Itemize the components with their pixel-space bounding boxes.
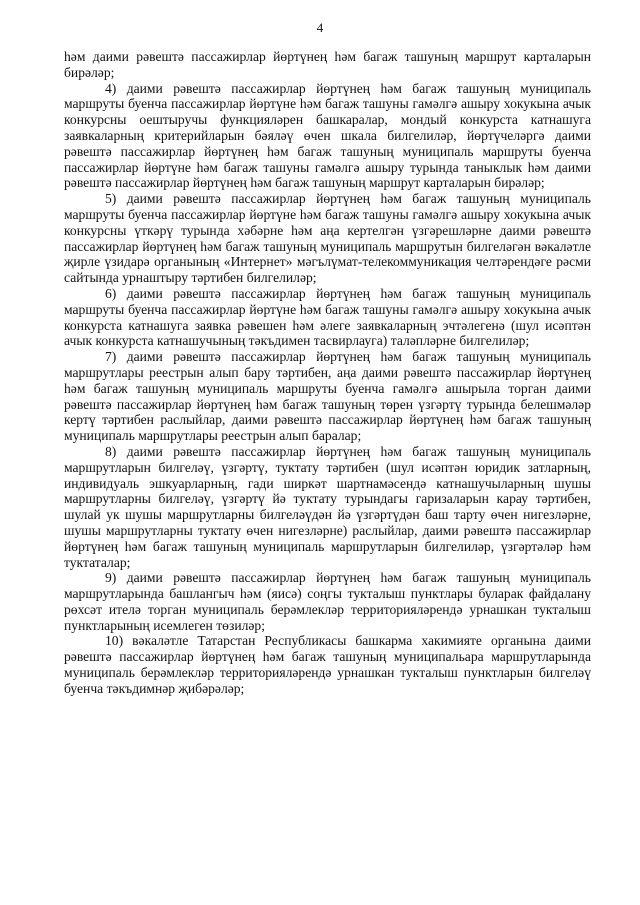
paragraph-item-4: 4) даими рәвештә пассажирлар йөртүнең һәм багаж ташуның муниципаль маршруты буенча пассажирлар йөртүне һәм багаж ташуны гамәлгә ашыру хокукына ачык конкурсны оештыручы функцияләрен башкаралар, мондый конкурста катнашуга заявкаларның критерийларын бәяләү өчен шкала билгелиләр, йөртүчеләргә даими рәвештә пассажирлар йөртүнең һәм багаж ташуның муниципаль маршруты буенча пассажирлар йөртүне һәм багаж ташуны гамәлгә ашыру турында таныклык һәм даими рәвештә пассажирлар йөртүнең һәм багаж ташуның маршрут карталарын бирәләр; (64, 80, 591, 191)
paragraph-item-9: 9) даими рәвештә пассажирлар йөртүнең һәм багаж ташуның муниципаль маршрутларында башлангыч һәм (яисә) соңгы тукталыш пунктлары буларак файдалану рөхсәт ителә торган муниципаль берәмлекләр территорияләрендә урнашкан тукталыш пунктларының исемлеген төзиләр; (64, 570, 591, 633)
paragraph-continuation: һәм даими рәвештә пассажирлар йөртүнең һәм багаж ташуның маршрут карталарын бирәләр; (64, 49, 591, 80)
page-number: 4 (316, 20, 324, 35)
paragraph-item-10: 10) вәкаләтле Татарстан Республикасы башкарма хакимияте органына даими рәвештә пассажирлар йөртүнең һәм багаж ташуның муниципальара маршрутларында муниципаль берәмлекләр территорияләрендә урнашкан тукталыш пунктларын билгеләү буенча тәкъдимнәр җибәрәләр; (64, 633, 591, 696)
paragraph-item-7: 7) даими рәвештә пассажирлар йөртүнең һәм багаж ташуның муниципаль маршрутлары реестрын алып бару тәртибен, аңа даими рәвештә пассажирлар йөртүнең һәм багаж ташуның муниципаль маршруты буенча гамәлгә ашырыла торган даими рәвештә пассажирлар йөртүнең һәм багаж ташуның төрен үзгәртү турында белешмәләр кертү тәртибен раслыйлар, даими рәвештә пассажирлар йөртүнең һәм багаж ташуның муниципаль маршрутлары реестрын алып баралар; (64, 349, 591, 444)
paragraph-item-6: 6) даими рәвештә пассажирлар йөртүнең һәм багаж ташуның муниципаль маршруты буенча пассажирлар йөртүне һәм багаж ташуны гамәлгә ашыру хокукына ачык конкурста катнашуга заявка рәвешен һәм әлеге заявкаларның эчтәлегенә (шул исәптән ачык конкурста катнашучының тәкъдимен тасвирлауга) таләпләрне билгелиләр; (64, 285, 591, 349)
paragraph-item-5: 5) даими рәвештә пассажирлар йөртүнең һәм багаж ташуның муниципаль маршруты буенча пассажирлар йөртүне һәм багаж ташуны гамәлгә ашыру хокукына ачык конкурсны үткәрү турында хәбәрне һәм аңа кертелгән үзгәрешләрне даими рәвештә пассажирлар йөртүнең һәм багаж ташуның муниципаль маршрутын билгеләгән вәкаләтле җирле үзидарә органының «Интернет» мәгълүмат-телекоммуникация челтәрендәге рәсми сайтында урнаштыру тәртибен билгелиләр; (64, 191, 591, 286)
document-body (64, 49, 591, 697)
paragraph-item-8: 8) даими рәвештә пассажирлар йөртүнең һәм багаж ташуның муниципаль маршрутларын билгеләү, үзгәртү, туктату тәртибен (шул исәптән юридик затларның, индивидуаль эшкуарларның, гади ширкәт шартнамәсендә катнашучыларның шушы маршрутларны билгеләү, үзгәртү йә туктату турындагы гаризаларын карау тәртибен, шулай ук шушы маршрутларны билгеләүдән йә үзгәртүдән баш тарту өчен нигезләрне, шушы маршрутларны туктату өчен нигезләрне) раслыйлар, даими рәвештә пассажирлар йөртүнең һәм багаж ташуның муниципаль маршрутларын билгелиләр, үзгәртәләр һәм туктаталар; (64, 443, 591, 570)
